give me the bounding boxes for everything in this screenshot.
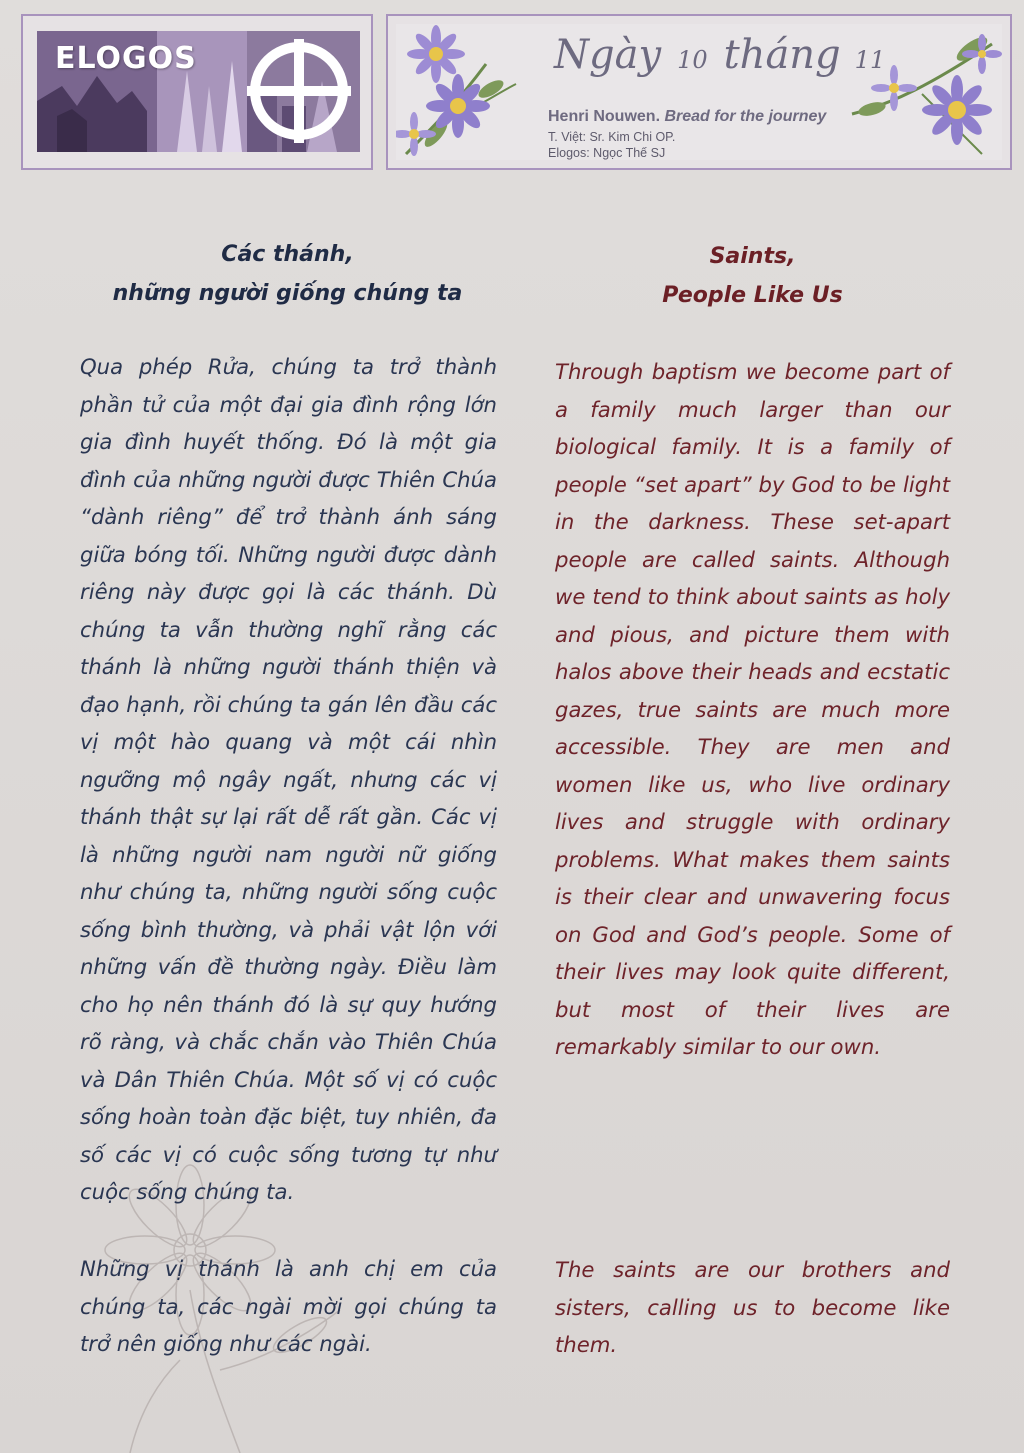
book-title: Bread for the journey: [664, 108, 827, 125]
translator-credit: T. Việt: Sr. Kim Chi OP.: [548, 130, 676, 144]
vietnamese-paragraph-2: Những vị thánh là anh chị em của chúng ta, các ngài mời gọi chúng ta trở nên giống như các ngài.: [80, 1256, 497, 1356]
editor-credit: Elogos: Ngọc Thế SJ: [548, 146, 666, 160]
vietnamese-title-line1: Các thánh,: [221, 242, 354, 267]
logo-frame: [21, 14, 373, 170]
date-banner-frame: [386, 14, 1012, 170]
month-word: tháng: [723, 32, 841, 78]
english-title-line2: People Like Us: [662, 283, 843, 308]
english-paragraph-1: Through baptism we become part of a family much larger than our biological family. It is a family of people “set apart” by God to be light in the darkness. These set-apart people are called saints. Although we tend to think about saints as holy and pious, and picture them with halos above their heads and ecstatic gazes, true saints are much more accessible. They are men and women like us, who live ordinary lives and struggle with ordinary problems. What makes them saints is their clear and unwavering focus on God and God’s people. Some of their lives may look quite different, but most of their lives are remarkably similar to our own.: [555, 359, 950, 1059]
english-title-line1: Saints,: [709, 244, 796, 269]
date-banner: [396, 24, 1002, 160]
day-number: 10: [677, 46, 708, 74]
elogos-logo: [37, 31, 360, 152]
english-title: [530, 237, 975, 315]
vietnamese-title-line2: những người giống chúng ta: [112, 281, 463, 306]
month-number: 11: [854, 46, 886, 74]
vietnamese-title: [60, 235, 515, 313]
day-word: Ngày: [554, 32, 662, 78]
purple-daisy-icon: [396, 24, 546, 160]
vietnamese-paragraph-1: Qua phép Rửa, chúng ta trở thành phần tử của một đại gia đình rộng lớn gia đình huyết thống. Đó là một gia đình của những người được Thiên Chúa “dành riêng” để trở thành ánh sáng giữa bóng tối. Những người được dành riêng này được gọi là các thánh. Dù chúng ta vẫn thường nghĩ rằng các thánh là những người thánh thiện và đạo hạnh, rồi chúng ta gán lên đầu các vị một hào quang và một cái nhìn ngưỡng mộ ngây ngất, nhưng các vị thánh thật sự lại rất dễ rất gần. Các vị là những người nam người nữ giống như chúng ta, những người sống cuộc sống bình thường, và phải vật lộn với những vấn đề thường ngày. Điều làm cho họ nên thánh đó là sự quy hướng rõ ràng, và chắc chắn vào Thiên Chúa và Dân Thiên Chúa. Một số vị có cuộc sống hoàn toàn đặc biệt, tuy nhiên, đa số các vị có cuộc sống tương tự như cuộc sống chúng ta.: [80, 354, 497, 1204]
logo-text: ELOGOS: [55, 41, 197, 76]
author-credit: [548, 108, 826, 126]
author-name: Henri Nouwen.: [548, 108, 661, 125]
english-paragraph-2: The saints are our brothers and sisters, calling us to become like them.: [555, 1257, 950, 1357]
date-heading: [554, 32, 885, 78]
